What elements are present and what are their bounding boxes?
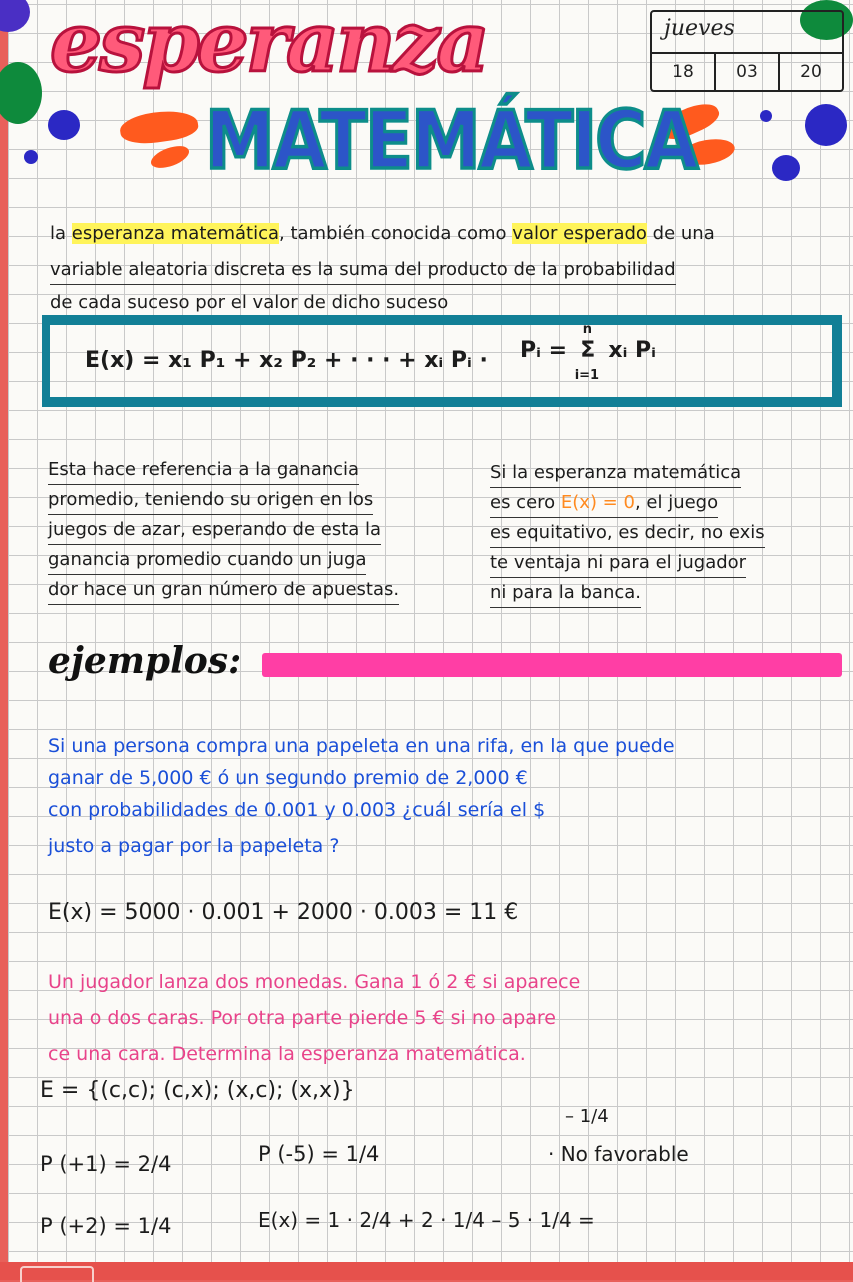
sigma: Σ (580, 338, 596, 363)
title-script: esperanza (50, 0, 487, 91)
solution1: E(x) = 5000 · 0.001 + 2000 · 0.003 = 11 € (48, 900, 519, 925)
sigma-bottom: i=1 (574, 368, 600, 383)
right-col-text: es cero (490, 492, 561, 513)
no-favorable: · No favorable (548, 1142, 689, 1166)
minus-quarter: – 1/4 (565, 1106, 609, 1127)
intro-text: de una (646, 223, 715, 244)
examples-heading: ejemplos: (48, 640, 242, 682)
blue-dot (48, 110, 80, 140)
example1-line: con probabilidades de 0.001 y 0.003 ¿cuál sería el $ (48, 799, 546, 821)
intro-line-1 (50, 219, 715, 248)
sigma-top: n (582, 322, 592, 337)
right-column (490, 458, 765, 608)
left-col-line: dor hace un gran número de apuestas. (48, 575, 399, 605)
sum-left: Pᵢ = (520, 338, 575, 363)
sample-space: E = {(c,c); (c,x); (x,c); (x,x)} (40, 1078, 355, 1103)
expectation-formula: E(x) = x₁ P₁ + x₂ P₂ + · · · + xᵢ Pᵢ · (85, 348, 488, 373)
right-col-line (490, 488, 718, 518)
notebook-page (8, 0, 853, 1262)
right-col-line: es equitativo, es decir, no exis (490, 518, 765, 548)
example1-line: Si una persona compra una papeleta en una rifa, en la que puede (48, 735, 675, 757)
highlight-term: esperanza matemática (71, 223, 280, 244)
left-col-line: ganancia promedio cuando un juga (48, 545, 366, 575)
date-day: jueves (664, 16, 735, 41)
right-col-text: , el juego (634, 492, 719, 513)
sum-formula (520, 322, 656, 383)
intro-line-2: variable aleatoria discreta es la suma del producto de la probabilidad (50, 255, 676, 285)
intro-line-3: de cada suceso por el valor de dicho suceso (50, 288, 448, 318)
blue-dot (772, 155, 800, 181)
example1-line: ganar de 5,000 € ó un segundo premio de 2,000 € (48, 767, 528, 789)
left-col-line: promedio, teniendo su origen en los (48, 485, 373, 515)
p-plus-one: P (+1) = 2/4 (40, 1152, 172, 1176)
pink-highlight-bar (262, 653, 842, 677)
right-col-line: te ventaja ni para el jugador (490, 548, 746, 578)
notebook-bottom-edge (0, 1262, 853, 1280)
title-block: MATEMÁTICA (205, 93, 697, 188)
sum-right: xᵢ Pᵢ (608, 338, 656, 363)
blue-dot (760, 110, 772, 122)
zero-expectation: E(x) = 0 (560, 492, 635, 513)
date-day-number: 18 (652, 54, 716, 92)
right-col-line: ni para la banca. (490, 578, 641, 608)
blue-dot (24, 150, 38, 164)
date-year: 20 (800, 62, 822, 82)
date-month: 03 (716, 54, 780, 92)
highlight-term: valor esperado (512, 223, 647, 244)
p-plus-two: P (+2) = 1/4 (40, 1214, 172, 1238)
expectation-calc: E(x) = 1 · 2/4 + 2 · 1/4 – 5 · 1/4 = (258, 1208, 595, 1232)
sigma-symbol (574, 322, 601, 383)
left-column (48, 455, 399, 605)
example2-line: ce una cara. Determina la esperanza matemática. (48, 1043, 526, 1065)
p-minus-five: P (-5) = 1/4 (258, 1142, 380, 1166)
left-col-line: Esta hace referencia a la ganancia (48, 455, 359, 485)
example2-line: una o dos caras. Por otra parte pierde 5 € si no apare (48, 1007, 556, 1029)
left-col-line: juegos de azar, esperando de esta la (48, 515, 381, 545)
intro-text: , también conocida como (279, 223, 513, 244)
right-col-line: Si la esperanza matemática (490, 458, 741, 488)
example2-line: Un jugador lanza dos monedas. Gana 1 ó 2 € si aparece (48, 971, 581, 993)
date-box (650, 10, 844, 92)
intro-text: la (50, 223, 72, 244)
example1-line: justo a pagar por la papeleta ? (48, 835, 340, 857)
date-row (652, 52, 842, 92)
blue-dot (805, 104, 847, 146)
